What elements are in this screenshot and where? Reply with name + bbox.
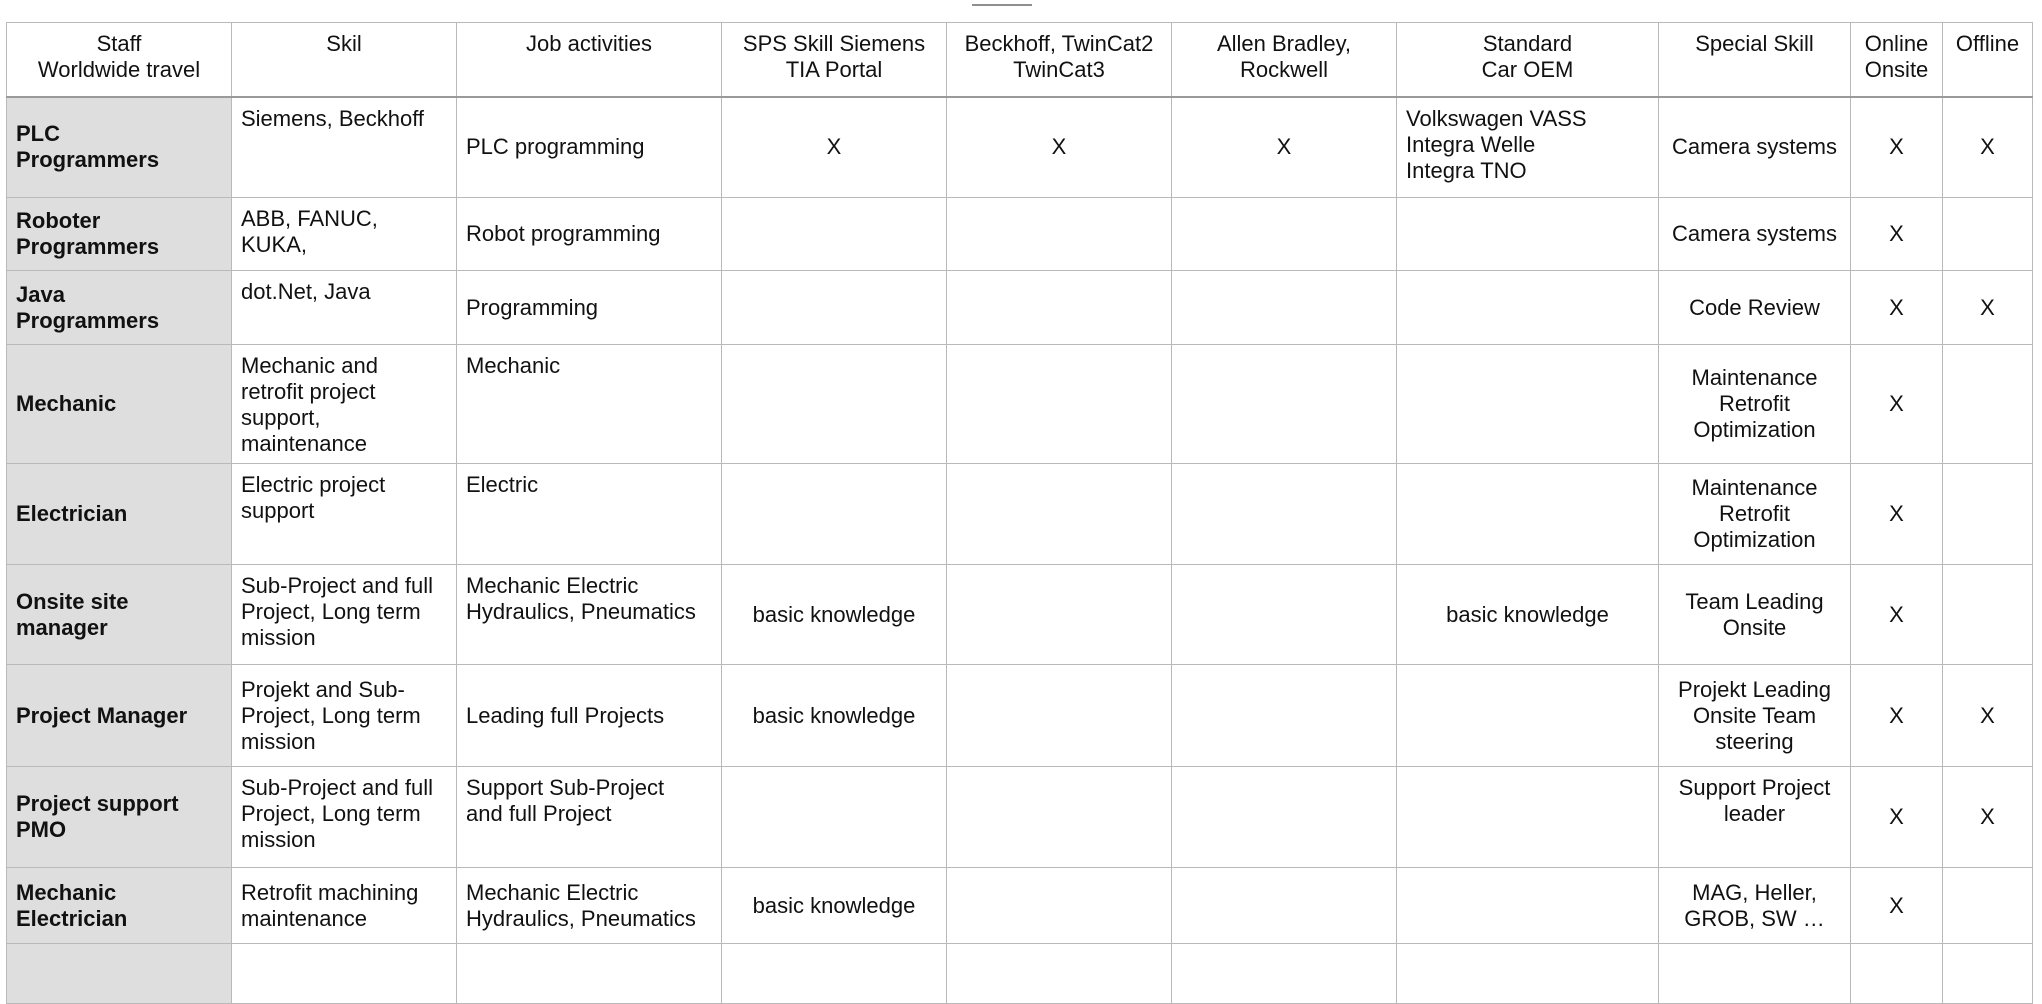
oem-cell <box>1397 868 1659 944</box>
table-row <box>7 198 2033 271</box>
online-cell: X <box>1851 868 1943 944</box>
sps-cell: X <box>722 97 947 198</box>
role-cell: Onsite site manager <box>7 565 232 665</box>
offline-cell <box>1943 944 2033 1004</box>
sps-cell: basic knowledge <box>722 665 947 767</box>
oem-cell <box>1397 345 1659 464</box>
offline-cell <box>1943 345 2033 464</box>
online-cell <box>1851 944 1943 1004</box>
header-beckhoff: Beckhoff, TwinCat2 TwinCat3 <box>947 23 1172 97</box>
allen-cell <box>1172 665 1397 767</box>
role-cell: Java Programmers <box>7 271 232 345</box>
special-cell <box>1659 944 1851 1004</box>
skil-cell: Mechanic and retrofit project support, maintenance <box>232 345 457 464</box>
allen-cell <box>1172 198 1397 271</box>
header-job-activities: Job activities <box>457 23 722 97</box>
oem-cell <box>1397 767 1659 868</box>
allen-cell <box>1172 767 1397 868</box>
header-standard-car-oem: Standard Car OEM <box>1397 23 1659 97</box>
table-row <box>7 345 2033 464</box>
role-cell: Electrician <box>7 464 232 565</box>
online-cell: X <box>1851 565 1943 665</box>
role-cell: Project Manager <box>7 665 232 767</box>
job-cell: Mechanic Electric Hydraulics, Pneumatics <box>457 565 722 665</box>
allen-cell <box>1172 345 1397 464</box>
beckhoff-cell <box>947 868 1172 944</box>
header-row <box>7 23 2033 97</box>
allen-cell <box>1172 565 1397 665</box>
header-sps-skill: SPS Skill Siemens TIA Portal <box>722 23 947 97</box>
job-cell: Electric <box>457 464 722 565</box>
role-cell: PLC Programmers <box>7 97 232 198</box>
sps-cell <box>722 198 947 271</box>
special-cell: Maintenance Retrofit Optimization <box>1659 345 1851 464</box>
job-cell: Mechanic <box>457 345 722 464</box>
role-cell <box>7 944 232 1004</box>
table-row <box>7 868 2033 944</box>
table-row <box>7 271 2033 345</box>
header-offline: Offline <box>1943 23 2033 97</box>
online-cell: X <box>1851 198 1943 271</box>
beckhoff-cell <box>947 565 1172 665</box>
allen-cell <box>1172 271 1397 345</box>
online-cell: X <box>1851 345 1943 464</box>
offline-cell <box>1943 868 2033 944</box>
special-cell: MAG, Heller, GROB, SW … <box>1659 868 1851 944</box>
header-special-skill: Special Skill <box>1659 23 1851 97</box>
offline-cell <box>1943 464 2033 565</box>
table-row <box>7 944 2033 1004</box>
role-cell: Mechanic <box>7 345 232 464</box>
beckhoff-cell <box>947 345 1172 464</box>
special-cell: Code Review <box>1659 271 1851 345</box>
job-cell: Robot programming <box>457 198 722 271</box>
oem-cell <box>1397 464 1659 565</box>
special-cell: Camera systems <box>1659 97 1851 198</box>
header-skil: Skil <box>232 23 457 97</box>
job-cell: Leading full Projects <box>457 665 722 767</box>
skil-cell: Projekt and Sub- Project, Long term mission <box>232 665 457 767</box>
header-online-onsite: Online Onsite <box>1851 23 1943 97</box>
oem-cell <box>1397 198 1659 271</box>
beckhoff-cell <box>947 944 1172 1004</box>
offline-cell <box>1943 565 2033 665</box>
sps-cell <box>722 345 947 464</box>
table-row <box>7 767 2033 868</box>
special-cell: Camera systems <box>1659 198 1851 271</box>
beckhoff-cell <box>947 767 1172 868</box>
job-cell: PLC programming <box>457 97 722 198</box>
job-cell <box>457 944 722 1004</box>
sps-cell: basic knowledge <box>722 868 947 944</box>
allen-cell <box>1172 464 1397 565</box>
online-cell: X <box>1851 271 1943 345</box>
skil-cell: Retrofit machining maintenance <box>232 868 457 944</box>
skil-cell: Siemens, Beckhoff <box>232 97 457 198</box>
cropped-title-area <box>0 0 2042 22</box>
beckhoff-cell <box>947 665 1172 767</box>
beckhoff-cell <box>947 464 1172 565</box>
table-row <box>7 665 2033 767</box>
role-cell: Project support PMO <box>7 767 232 868</box>
skil-cell: ABB, FANUC, KUKA, <box>232 198 457 271</box>
header-staff: Staff Worldwide travel <box>7 23 232 97</box>
offline-cell: X <box>1943 665 2033 767</box>
allen-cell <box>1172 944 1397 1004</box>
skil-cell: dot.Net, Java <box>232 271 457 345</box>
special-cell: Support Project leader <box>1659 767 1851 868</box>
sps-cell <box>722 271 947 345</box>
role-cell: Roboter Programmers <box>7 198 232 271</box>
offline-cell: X <box>1943 97 2033 198</box>
oem-cell <box>1397 271 1659 345</box>
allen-cell: X <box>1172 97 1397 198</box>
sps-cell: basic knowledge <box>722 565 947 665</box>
oem-cell: Volkswagen VASS Integra Welle Integra TNO <box>1397 97 1659 198</box>
header-allen-bradley: Allen Bradley, Rockwell <box>1172 23 1397 97</box>
allen-cell <box>1172 868 1397 944</box>
oem-cell <box>1397 944 1659 1004</box>
beckhoff-cell <box>947 198 1172 271</box>
table-row <box>7 464 2033 565</box>
job-cell: Support Sub-Project and full Project <box>457 767 722 868</box>
table-row <box>7 97 2033 198</box>
online-cell: X <box>1851 464 1943 565</box>
skil-cell: Sub-Project and full Project, Long term mission <box>232 767 457 868</box>
role-cell: Mechanic Electrician <box>7 868 232 944</box>
online-cell: X <box>1851 97 1943 198</box>
online-cell: X <box>1851 767 1943 868</box>
special-cell: Maintenance Retrofit Optimization <box>1659 464 1851 565</box>
job-cell: Programming <box>457 271 722 345</box>
offline-cell: X <box>1943 767 2033 868</box>
offline-cell: X <box>1943 271 2033 345</box>
offline-cell <box>1943 198 2033 271</box>
staff-skills-table <box>6 22 2033 1004</box>
cropped-title-fragment <box>972 0 1032 6</box>
beckhoff-cell <box>947 271 1172 345</box>
table-row <box>7 565 2033 665</box>
online-cell: X <box>1851 665 1943 767</box>
special-cell: Team Leading Onsite <box>1659 565 1851 665</box>
oem-cell: basic knowledge <box>1397 565 1659 665</box>
sps-cell <box>722 464 947 565</box>
skil-cell <box>232 944 457 1004</box>
job-cell: Mechanic Electric Hydraulics, Pneumatics <box>457 868 722 944</box>
oem-cell <box>1397 665 1659 767</box>
sps-cell <box>722 944 947 1004</box>
sps-cell <box>722 767 947 868</box>
skil-cell: Electric project support <box>232 464 457 565</box>
special-cell: Projekt Leading Onsite Team steering <box>1659 665 1851 767</box>
skil-cell: Sub-Project and full Project, Long term mission <box>232 565 457 665</box>
beckhoff-cell: X <box>947 97 1172 198</box>
